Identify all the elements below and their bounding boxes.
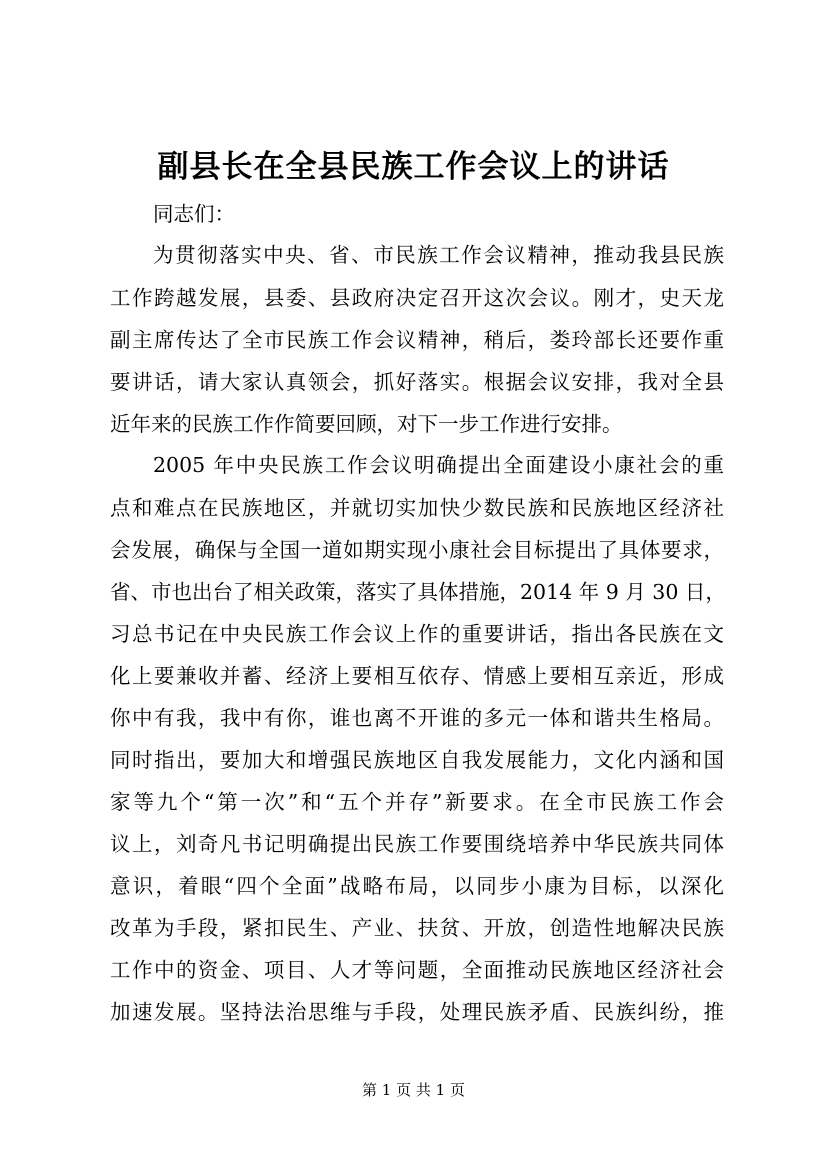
text-line: 省、市也出台了相关政策，落实了具体措施，2014 年 9 月 30 日， xyxy=(110,580,726,604)
text-line: 会发展，确保与全国一道如期实现小康社会目标提出了具体要求， xyxy=(110,538,724,562)
text-line: 工作中的资金、项目、人才等问题，全面推动民族地区经济社会 xyxy=(110,958,724,982)
text-line: 工作跨越发展，县委、县政府决定召开这次会议。刚才，史天龙 xyxy=(110,286,724,310)
text-line: 意识，着眼“四个全面”战略布局，以同步小康为目标，以深化 xyxy=(110,874,724,898)
document-title: 副县长在全县民族工作会议上的讲话 xyxy=(157,149,670,185)
text-line: 为贯彻落实中央、省、市民族工作会议精神，推动我县民族 xyxy=(153,243,724,267)
text-line: 副主席传达了全市民族工作会议精神，稍后，娄玲部长还要作重 xyxy=(110,328,724,352)
text-line: 你中有我，我中有你，谁也离不开谁的多元一体和谐共生格局。 xyxy=(110,706,724,730)
text-line: 加速发展。坚持法治思维与手段，处理民族矛盾、民族纠纷，推 xyxy=(110,1000,724,1024)
salutation: 同志们： xyxy=(153,202,235,226)
text-line: 同时指出，要加大和增强民族地区自我发展能力，文化内涵和国 xyxy=(110,748,724,772)
page-footer: 第 1 页 共 1 页 xyxy=(362,1081,465,1099)
text-line: 家等九个“第一次”和“五个并存”新要求。在全市民族工作会 xyxy=(110,790,724,814)
text-line: 化上要兼收并蓄、经济上要相互依存、情感上要相互亲近，形成 xyxy=(110,664,724,688)
text-line: 点和难点在民族地区，并就切实加快少数民族和民族地区经济社 xyxy=(110,496,724,520)
text-line: 要讲话，请大家认真领会，抓好落实。根据会议安排，我对全县 xyxy=(110,370,724,394)
text-line: 2005 年中央民族工作会议明确提出全面建设小康社会的重 xyxy=(153,453,724,477)
text-line: 改革为手段，紧扣民生、产业、扶贫、开放，创造性地解决民族 xyxy=(110,916,724,940)
text-line: 近年来的民族工作作简要回顾，对下一步工作进行安排。 xyxy=(110,412,623,436)
text-line: 议上，刘奇凡书记明确提出民族工作要围绕培养中华民族共同体 xyxy=(110,832,724,856)
text-line: 习总书记在中央民族工作会议上作的重要讲话，指出各民族在文 xyxy=(110,622,724,646)
